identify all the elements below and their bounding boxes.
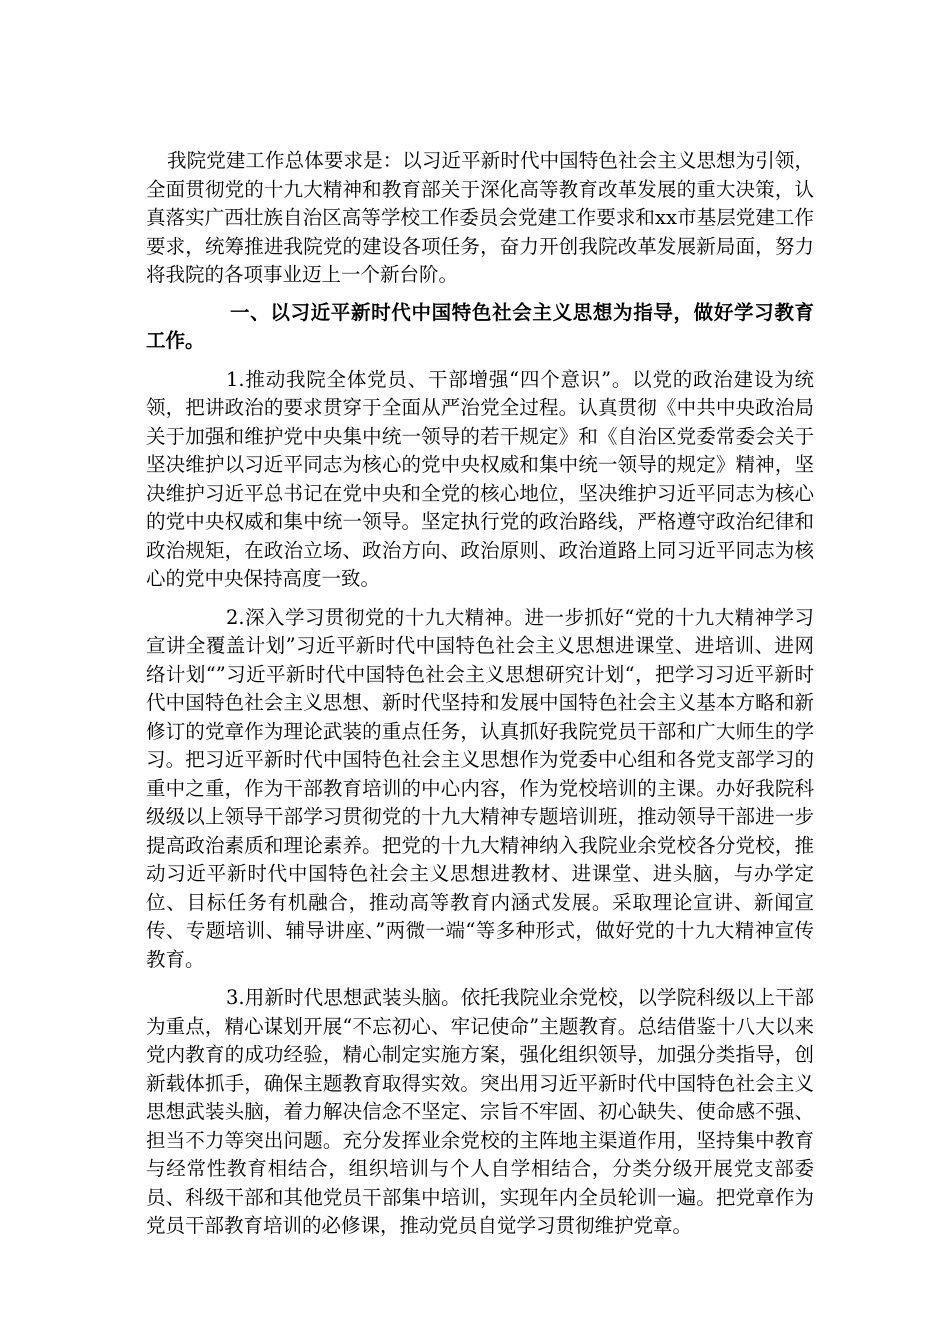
intro-paragraph: 我院党建工作总体要求是：以习近平新时代中国特色社会主义思想为引领，全面贯彻党的十九大精神和教育部关于深化高等教育改革发展的重大决策，认真落实广西壮族自治区高等学校工作委员会党建工作要求和xx市基层党建工作要求，统筹推进我院党的建设各项任务，奋力开创我院改革发展新局面，努力将我院的各项事业迈上一个新台阶。 [146,149,814,286]
section-heading: 一、以习近平新时代中国特色社会主义思想为指导，做好学习教育工作。 [146,300,814,352]
list-item-3: 3.用新时代思想武装头脑。依托我院业余党校，以学院科级以上干部为重点，精心谋划开展“不忘初心、牢记使命”主题教育。总结借鉴十八大以来党内教育的成功经验，精心制定实施方案，强化组织领导，加强分类指导，创新载体抓手，确保主题教育取得实效。突出用习近平新时代中国特色社会主义思想武装头脑，着力解决信念不坚定、宗旨不牢固、初心缺失、使命感不强、担当不力等突出问题。充分发挥业余党校的主阵地主渠道作用，坚持集中教育与经常性教育相结合，组织培训与个人自学相结合，分类分级开展党支部委员、科级干部和其他党员干部集中培训，实现年内全员轮训一遍。把党章作为党员干部教育培训的必修课，推动党员自觉学习贯彻维护党章。 [146,986,814,1237]
document-page [146,147,814,1241]
list-item-2: 2.深入学习贯彻党的十九大精神。进一步抓好“党的十九大精神学习宣讲全覆盖计划”习近平新时代中国特色社会主义思想进课堂、进培训、进网络计划“”习近平新时代中国特色社会主义思想研究计划“，把学习习近平新时代中国特色社会主义思想、新时代坚持和发展中国特色社会主义基本方略和新修订的党章作为理论武装的重点任务，认真抓好我院党员干部和广大师生的学习。把习近平新时代中国特色社会主义思想作为党委中心组和各党支部学习的重中之重，作为干部教育培训的中心内容，作为党校培训的主课。办好我院科级级以上领导干部学习贯彻党的十九大精神专题培训班，推动领导干部进一步提高政治素质和理论素养。把党的十九大精神纳入我院业余党校各分党校，推动习近平新时代中国特色社会主义思想进教材、进课堂、进头脑，与办学定位、目标任务有机融合，推动高等教育内涵式发展。采取理论宣讲、新闻宣传、专题培训、辅导讲座、”两微一端“等多种形式，做好党的十九大精神宣传教育。 [146,605,814,971]
list-item-1: 1.推动我院全体党员、干部增强“四个意识”。以党的政治建设为统领，把讲政治的要求贯穿于全面从严治党全过程。认真贯彻《中共中央政治局关于加强和维护党中央集中统一领导的若干规定》和《自治区党委常委会关于坚决维护以习近平同志为核心的党中央权威和集中统一领导的规定》精神，坚决维护习近平总书记在党中央和全党的核心地位，坚决维护习近平同志为核心的党中央权威和集中统一领导。坚定执行党的政治路线，严格遵守政治纪律和政治规矩，在政治立场、政治方向、政治原则、政治道路上同习近平同志为核心的党中央保持高度一致。 [146,367,814,590]
